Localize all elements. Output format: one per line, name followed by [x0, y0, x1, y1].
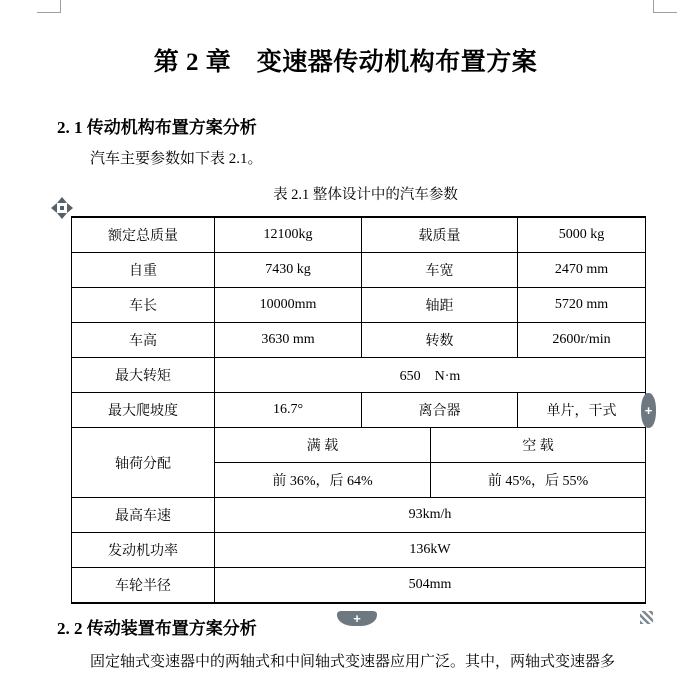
table-cell-value: 前 36%，后 64% [215, 463, 431, 498]
table-resize-grip-icon[interactable] [640, 611, 653, 624]
section-heading-2-1: 2. 1 传动机构布置方案分析 [57, 118, 257, 137]
table-move-icon[interactable] [51, 197, 73, 219]
page-margin-mark-right [653, 0, 677, 13]
arrow-right-icon [67, 203, 73, 213]
arrow-down-icon [57, 213, 67, 219]
table-cell-value: 单片，干式 [518, 393, 646, 428]
table-row-gradeability [72, 393, 646, 428]
add-row-button[interactable]: + [337, 611, 377, 626]
table-cell-value: 2470 mm [518, 253, 646, 288]
table-row-axle-load-headers [72, 428, 646, 463]
table-caption: 表 2.1 整体设计中的汽车参数 [273, 187, 458, 203]
table-cell-label: 车宽 [362, 253, 518, 288]
table-cell-value: 12100kg [215, 217, 362, 253]
table-cell-value: 504mm [215, 568, 646, 604]
table-row-torque [72, 358, 646, 393]
table-cell-label: 额定总质量 [72, 217, 215, 253]
table-cell-label: 车长 [72, 288, 215, 323]
table-cell-value: 前 45%，后 55% [431, 463, 646, 498]
table-cell-label: 载质量 [362, 217, 518, 253]
page-margin-mark-left [37, 0, 61, 13]
add-column-button[interactable]: + [641, 393, 656, 428]
table-cell-label: 自重 [72, 253, 215, 288]
table-cell-value: 3630 mm [215, 323, 362, 358]
vehicle-params-table [71, 216, 646, 604]
intro-paragraph: 汽车主要参数如下表 2.1。 [90, 151, 263, 167]
table-cell-value: 136kW [215, 533, 646, 568]
table-cell-label: 空 载 [431, 428, 646, 463]
table-cell-label: 车高 [72, 323, 215, 358]
table-row [72, 323, 646, 358]
table-row [72, 288, 646, 323]
table-cell-value: 10000mm [215, 288, 362, 323]
table-cell-label: 满 载 [215, 428, 431, 463]
chapter-title: 第 2 章 变速器传动机构布置方案 [153, 49, 538, 76]
table-cell-value: 7430 kg [215, 253, 362, 288]
table-cell-label: 发动机功率 [72, 533, 215, 568]
section-heading-2-2: 2. 2 传动装置布置方案分析 [57, 619, 257, 638]
table-row [72, 533, 646, 568]
table-row [72, 253, 646, 288]
table-cell-label: 轴距 [362, 288, 518, 323]
move-center-dot [60, 206, 64, 210]
table-cell-label: 轴荷分配 [72, 428, 215, 498]
arrow-left-icon [51, 203, 57, 213]
table-cell-label: 最大转矩 [72, 358, 215, 393]
table-cell-value: 16.7° [215, 393, 362, 428]
table-cell-value: 5000 kg [518, 217, 646, 253]
table-cell-label: 转数 [362, 323, 518, 358]
table-cell-label: 最高车速 [72, 498, 215, 533]
table-row [72, 498, 646, 533]
table-row [72, 568, 646, 604]
table-cell-value: 2600r/min [518, 323, 646, 358]
table-cell-label: 车轮半径 [72, 568, 215, 604]
body-paragraph: 固定轴式变速器中的两轴式和中间轴式变速器应用广泛。其中，两轴式变速器多 [90, 654, 616, 670]
table-cell-value: 93km/h [215, 498, 646, 533]
table-cell-value: 650 N·m [215, 358, 646, 393]
table-cell-value: 5720 mm [518, 288, 646, 323]
table-cell-label: 最大爬坡度 [72, 393, 215, 428]
arrow-up-icon [57, 197, 67, 203]
table-cell-label: 离合器 [362, 393, 518, 428]
table-row [72, 217, 646, 253]
